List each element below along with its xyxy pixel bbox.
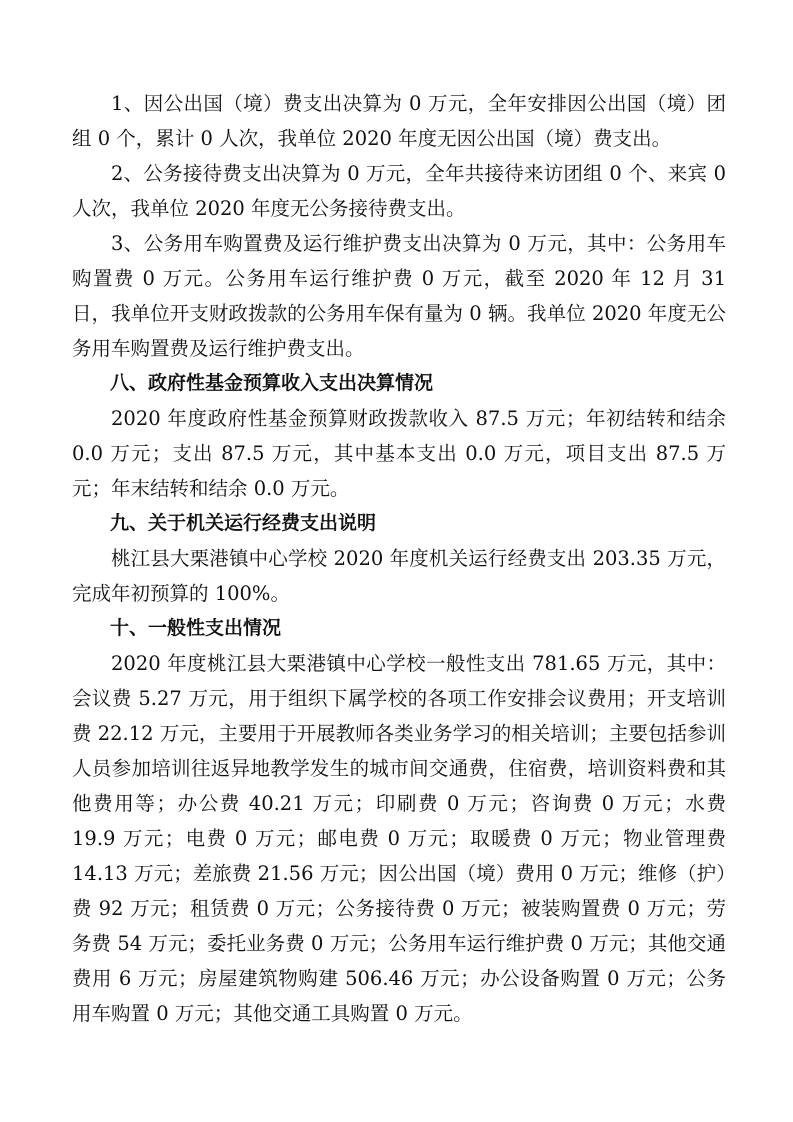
- heading-operating-expenses: 九、关于机关运行经费支出说明: [110, 512, 377, 534]
- paragraph-reception: 2、公务接待费支出决算为 0 万元，全年共接待来访团组 0 个、来宾 0 人次，我单位 2020 年度无公务接待费支出。: [72, 162, 726, 220]
- paragraph-vehicles: 3、公务用车购置费及运行维护费支出决算为 0 万元，其中：公务用车购置费 0 万元。公务用车运行维护费 0 万元，截至 2020 年 12 月 31 日，我单位开支财政拨款的公务用车保有量为 0 辆。我单位 2020 年度无公务用车购置费及运行维护费支出。: [72, 232, 726, 360]
- heading-general-expenses: 十、一般性支出情况: [110, 617, 282, 639]
- heading-government-fund: 八、政府性基金预算收入支出决算情况: [110, 372, 434, 394]
- paragraph-operating-expenses: 桃江县大栗港镇中心学校 2020 年度机关运行经费支出 203.35 万元，完成年初预算的 100%。: [72, 547, 726, 605]
- document-page: [72, 86, 726, 1031]
- paragraph-overseas-travel: 1、因公出国（境）费支出决算为 0 万元，全年安排因公出国（境）团组 0 个，累计 0 人次，我单位 2020 年度无因公出国（境）费支出。: [72, 92, 726, 150]
- paragraph-general-expenses: 2020 年度桃江县大栗港镇中心学校一般性支出 781.65 万元，其中：会议费 5.27 万元，用于组织下属学校的各项工作安排会议费用；开支培训费 22.12 万元，主要用于开展教师各类业务学习的相关培训；主要包括参训人员参加培训往返异地教学发生的城市间交通费，住宿费，培训资料费和其他费用等；办公费 40.21 万元；印刷费 0 万元；咨询费 0 万元；水费 19.9 万元；电费 0 万元；邮电费 0 万元；取暖费 0 万元；物业管理费 14.13 万元；差旅费 21.56 万元；因公出国（境）费用 0 万元；维修（护）费 92 万元；租赁费 0 万元；公务接待费 0 万元；被装购置费 0 万元；劳务费 54 万元；委托业务费 0 万元；公务用车运行维护费 0 万元；其他交通费用 6 万元；房屋建筑物购建 506.46 万元；办公设备购置 0 万元；公务用车购置 0 万元；其他交通工具购置 0 万元。: [72, 652, 726, 1025]
- paragraph-government-fund: 2020 年度政府性基金预算财政拨款收入 87.5 万元；年初结转和结余 0.0 万元；支出 87.5 万元，其中基本支出 0.0 万元，项目支出 87.5 万元；年末结转和结余 0.0 万元。: [72, 407, 726, 500]
